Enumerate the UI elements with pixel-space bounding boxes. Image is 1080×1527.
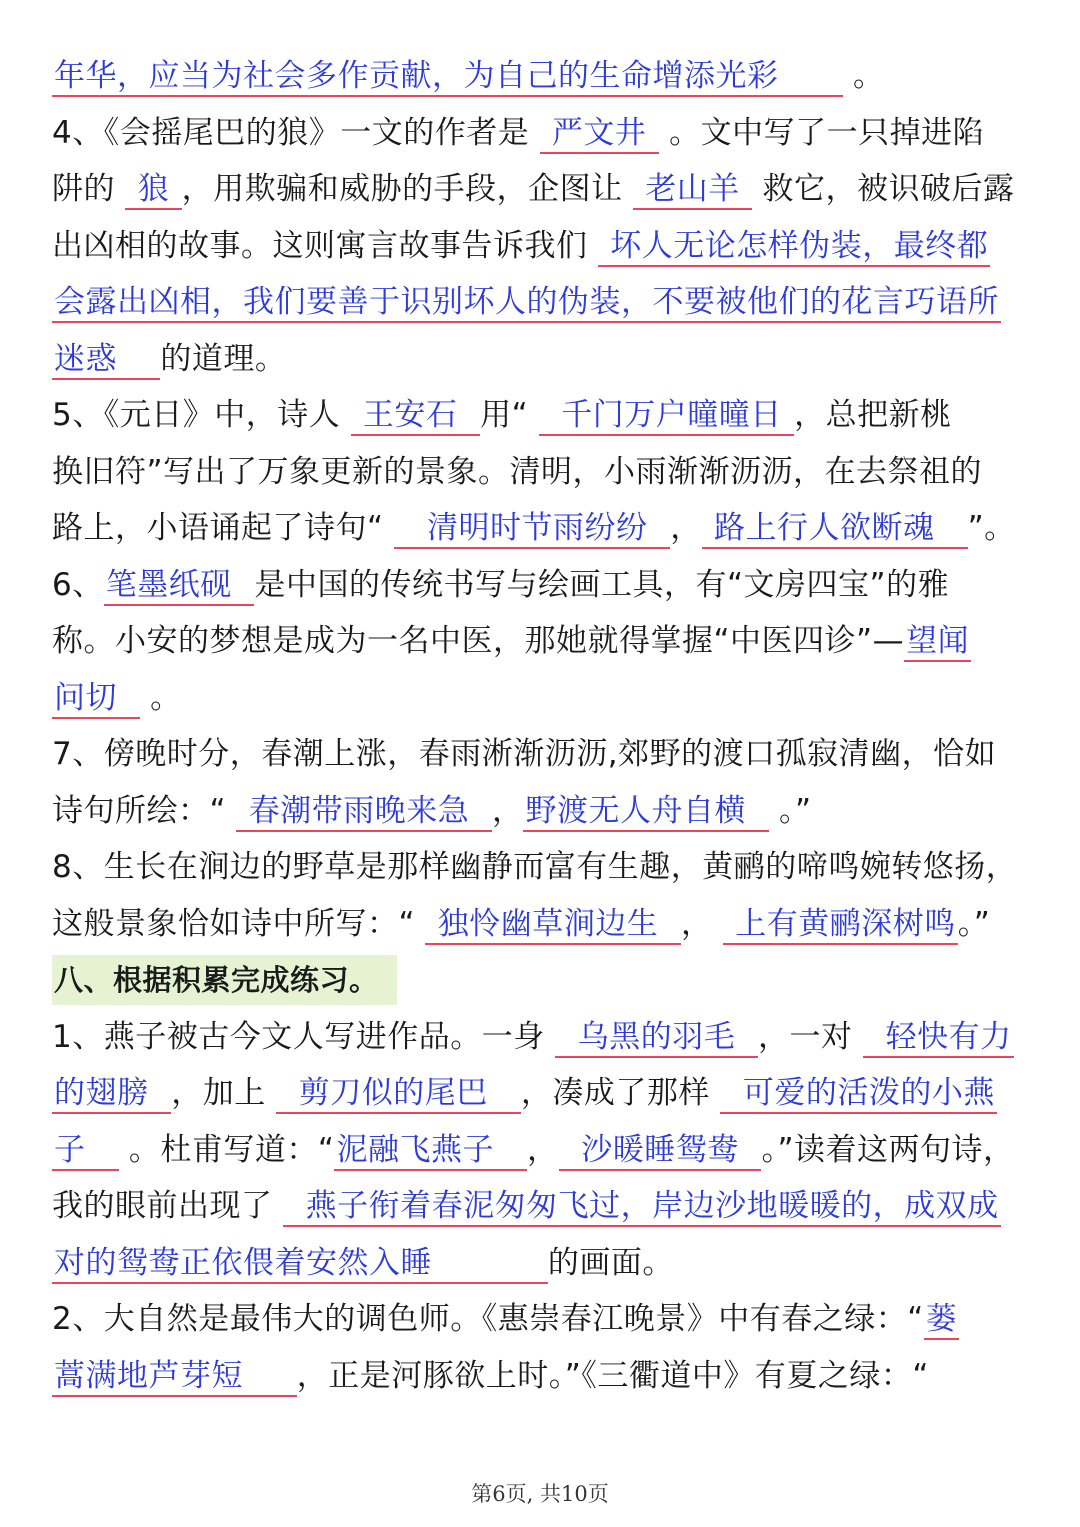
answer-blank: 对的鸳鸯正依偎着安然入睡 <box>52 1245 548 1284</box>
text-line <box>52 161 1032 218</box>
question-text: 我的眼前出现了 <box>52 1188 283 1224</box>
answer-blank: 老山羊 <box>633 171 752 210</box>
text-line <box>52 783 1032 840</box>
question-text: 路上，小语诵起了诗句“ <box>52 510 394 546</box>
question-text: 出凶相的故事。这则寓言故事告诉我们 <box>52 227 598 264</box>
question-text: 1、燕子被古今文人写进作品。一身 <box>52 1018 556 1055</box>
text-line <box>52 1291 1032 1348</box>
question-text: 。”读着这两句诗， <box>761 1131 1015 1168</box>
question-text: 7、傍晚时分，春潮上涨，春雨淅渐沥沥,郊野的渡口孤寂清幽，恰如 <box>52 736 997 772</box>
answer-blank: 上有黄鹂深树鸣 <box>723 906 958 945</box>
question-text: ，凑成了那样 <box>520 1075 721 1111</box>
question-text: ，加上 <box>171 1075 277 1111</box>
answer-blank: 蒌 <box>924 1301 960 1340</box>
question-text: ， <box>680 905 723 942</box>
answer-blank: 千门万户曈曈日 <box>539 397 795 436</box>
question-text: ”。 <box>967 510 1016 546</box>
question-text: 6、 <box>52 566 104 603</box>
answer-blank: 轻快有力 <box>863 1019 1014 1058</box>
text-line <box>52 1178 1032 1235</box>
question-text: ， <box>527 1131 559 1168</box>
question-text: 8、生长在涧边的野草是那样幽静而富有生趣，黄鹂的啼鸣婉转悠扬， <box>52 849 1018 885</box>
question-text: 称。小安的梦想是成为一名中医，那她就得掌握“中医四诊”— <box>52 623 905 659</box>
text-line <box>52 1009 1032 1066</box>
text-line <box>52 839 1032 896</box>
question-text: 的画面。 <box>547 1244 674 1281</box>
answer-blank: 剪刀似的尾巴 <box>276 1075 521 1114</box>
text-line <box>52 896 1032 953</box>
answer-blank: 清明时节雨纷纷 <box>394 510 670 549</box>
answer-blank: 坏人无论怎样伪装，最终都 <box>598 228 990 267</box>
question-text: 阱的 <box>52 171 126 207</box>
question-text: ， <box>670 510 702 546</box>
question-text: ，总把新桃 <box>794 397 952 433</box>
text-line <box>52 726 1032 783</box>
answer-blank: 可爱的活泼的小燕 <box>720 1075 997 1114</box>
question-text: 救它，被识破后露 <box>752 171 1015 207</box>
answer-blank: 笔墨纸砚 <box>104 567 255 606</box>
question-text: 。” <box>957 905 991 942</box>
question-text: 是中国的传统书写与绘画工具，有“文房四宝”的雅 <box>254 566 950 603</box>
question-text: 2、大自然是最伟大的调色师。《惠崇春江晚景》中有春之绿：“ <box>52 1301 924 1337</box>
question-text: ，正是河豚欲上时。”《三衢道中》有夏之绿：“ <box>296 1357 929 1394</box>
text-line <box>52 1122 1032 1179</box>
question-text: 。” <box>768 792 812 829</box>
answer-blank: 泥融飞燕子 <box>334 1132 527 1171</box>
text-line <box>52 48 1032 105</box>
section-heading: 八、根据积累完成练习。 <box>52 955 397 1005</box>
text-line <box>52 670 1032 727</box>
answer-blank: 王安石 <box>351 397 481 436</box>
text-line <box>52 557 1032 614</box>
question-text: ，一对 <box>758 1018 863 1055</box>
question-text: ， <box>491 792 524 829</box>
answer-blank: 路上行人欲断魂 <box>702 510 968 549</box>
answer-blank: 子 <box>52 1132 119 1171</box>
text-line <box>52 1065 1032 1122</box>
text-line <box>52 500 1032 557</box>
question-text: 。文中写了一只掉进陷 <box>658 114 985 151</box>
text-line <box>52 274 1032 331</box>
answer-blank: 独怜幽草涧边生 <box>425 906 681 945</box>
answer-blank: 迷惑 <box>52 341 160 380</box>
question-text: 诗句所绘：“ <box>52 792 237 829</box>
text-line <box>52 105 1032 162</box>
text-line <box>52 218 1032 275</box>
answer-blank: 燕子衔着春泥匆匆飞过，岸边沙地暖暖的，成双成 <box>283 1188 1001 1227</box>
text-line <box>52 613 1032 670</box>
answer-blank: 会露出凶相，我们要善于识别坏人的伪装，不要被他们的花言巧语所 <box>52 284 1001 323</box>
question-text: 这般景象恰如诗中所写：“ <box>52 905 426 942</box>
document-body <box>52 48 1032 1404</box>
answer-blank: 乌黑的羽毛 <box>555 1019 758 1058</box>
text-line <box>52 331 1032 388</box>
answer-blank: 望闻 <box>904 623 971 662</box>
question-text: 5、《元日》中，诗人 <box>52 397 351 433</box>
answer-blank: 狼 <box>125 171 181 210</box>
answer-blank: 春潮带雨晚来急 <box>236 793 492 832</box>
question-text: 的道理。 <box>160 340 287 377</box>
text-line <box>52 387 1032 444</box>
answer-blank: 野渡无人舟自横 <box>523 793 768 832</box>
answer-blank: 年华，应当为社会多作贡献，为自己的生命增添光彩 <box>52 58 843 97</box>
question-text: 换旧符”写出了万象更新的景象。清明，小雨渐渐沥沥，在去祭祖的 <box>52 453 983 490</box>
question-text: 4、《会摇尾巴的狼》一文的作者是 <box>52 114 540 151</box>
question-text: ，用欺骗和威胁的手段，企图让 <box>181 171 633 207</box>
answer-blank: 严文井 <box>540 115 659 154</box>
question-text: 。杜甫写道：“ <box>118 1131 335 1168</box>
text-line <box>52 1348 1032 1405</box>
question-text: 。 <box>139 679 182 716</box>
answer-blank: 沙暖睡鸳鸯 <box>559 1132 762 1171</box>
answer-blank: 问切 <box>52 680 140 719</box>
answer-blank: 的翅膀 <box>52 1075 171 1114</box>
text-line <box>52 952 1032 1009</box>
text-line <box>52 1235 1032 1292</box>
page-footer: 第6页, 共10页 <box>471 1482 609 1506</box>
question-text: 。 <box>842 58 885 94</box>
text-line <box>52 444 1032 501</box>
question-text: 用“ <box>480 397 539 433</box>
answer-blank: 蒿满地芦芽短 <box>52 1358 297 1397</box>
